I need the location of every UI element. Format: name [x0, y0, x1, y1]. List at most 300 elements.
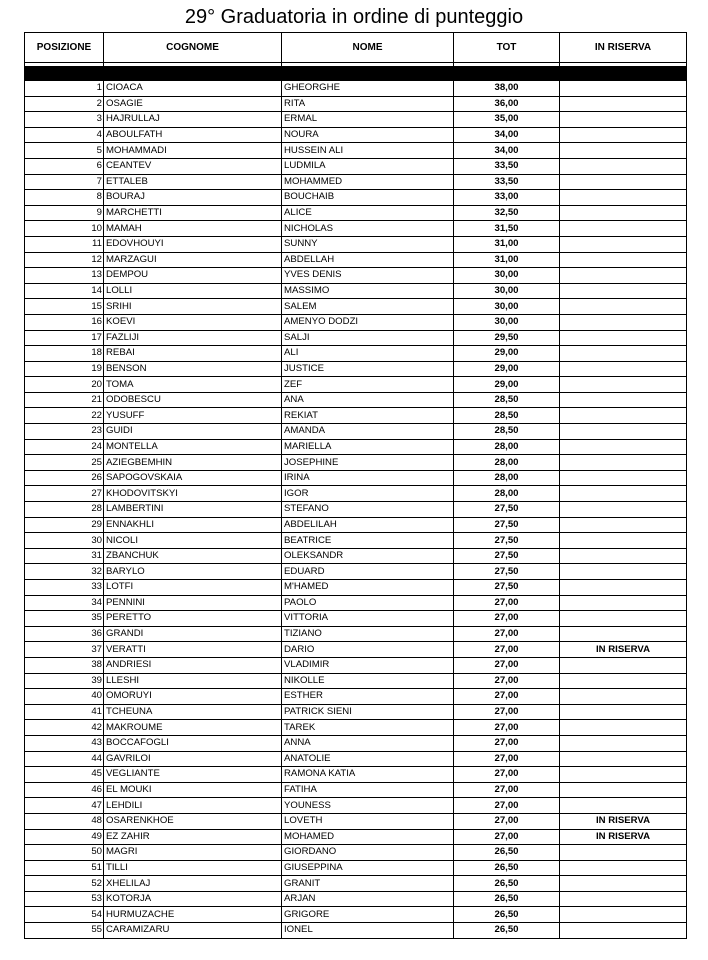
cognome-cell: ZBANCHUK	[104, 548, 282, 564]
table-row	[25, 689, 687, 705]
cognome-cell: EL MOUKI	[104, 782, 282, 798]
nome-cell: ANA	[282, 392, 454, 408]
position-cell: 53	[25, 891, 104, 907]
riserva-cell	[560, 346, 687, 362]
nome-cell: JUSTICE	[282, 361, 454, 377]
riserva-cell	[560, 845, 687, 861]
riserva-cell	[560, 533, 687, 549]
position-cell: 1	[25, 81, 104, 97]
cognome-cell: LAMBERTINI	[104, 502, 282, 518]
tot-cell: 33,00	[454, 190, 560, 206]
cognome-cell: OSARENKHOE	[104, 813, 282, 829]
table-row	[25, 205, 687, 221]
table-row	[25, 408, 687, 424]
tot-cell: 27,00	[454, 704, 560, 720]
table-row	[25, 611, 687, 627]
table-row	[25, 891, 687, 907]
tot-cell: 27,50	[454, 564, 560, 580]
table-row	[25, 424, 687, 440]
nome-cell: ANNA	[282, 735, 454, 751]
tot-cell: 27,50	[454, 548, 560, 564]
riserva-cell	[560, 657, 687, 673]
table-row	[25, 470, 687, 486]
position-cell: 36	[25, 626, 104, 642]
tot-cell: 34,00	[454, 143, 560, 159]
nome-cell: BEATRICE	[282, 533, 454, 549]
riserva-cell	[560, 158, 687, 174]
riserva-cell: IN RISERVA	[560, 829, 687, 845]
nome-cell: ALICE	[282, 205, 454, 221]
riserva-cell	[560, 907, 687, 923]
nome-cell: BOUCHAIB	[282, 190, 454, 206]
table-row	[25, 486, 687, 502]
table-row	[25, 517, 687, 533]
tot-cell: 26,50	[454, 876, 560, 892]
tot-cell: 27,00	[454, 798, 560, 814]
nome-cell: TIZIANO	[282, 626, 454, 642]
header-tot: TOT	[454, 33, 560, 63]
tot-cell: 27,50	[454, 533, 560, 549]
tot-cell: 28,00	[454, 455, 560, 471]
position-cell: 9	[25, 205, 104, 221]
tot-cell: 27,00	[454, 611, 560, 627]
position-cell: 6	[25, 158, 104, 174]
table-row	[25, 876, 687, 892]
cognome-cell: KOEVI	[104, 314, 282, 330]
cognome-cell: LEHDILI	[104, 798, 282, 814]
riserva-cell	[560, 299, 687, 315]
cognome-cell: VERATTI	[104, 642, 282, 658]
cognome-cell: TCHEUNA	[104, 704, 282, 720]
riserva-cell	[560, 221, 687, 237]
cognome-cell: HURMUZACHE	[104, 907, 282, 923]
nome-cell: VITTORIA	[282, 611, 454, 627]
riserva-cell	[560, 782, 687, 798]
position-cell: 18	[25, 346, 104, 362]
cognome-cell: MOHAMMADI	[104, 143, 282, 159]
cognome-cell: PERETTO	[104, 611, 282, 627]
tot-cell: 27,50	[454, 580, 560, 596]
position-cell: 8	[25, 190, 104, 206]
cognome-cell: KHODOVITSKYI	[104, 486, 282, 502]
position-cell: 7	[25, 174, 104, 190]
nome-cell: ABDELILAH	[282, 517, 454, 533]
cognome-cell: OSAGIE	[104, 96, 282, 112]
position-cell: 25	[25, 455, 104, 471]
position-cell: 49	[25, 829, 104, 845]
cognome-cell: BOURAJ	[104, 190, 282, 206]
nome-cell: MOHAMED	[282, 829, 454, 845]
nome-cell: IONEL	[282, 923, 454, 939]
nome-cell: HUSSEIN ALI	[282, 143, 454, 159]
position-cell: 13	[25, 268, 104, 284]
riserva-cell	[560, 377, 687, 393]
riserva-cell	[560, 626, 687, 642]
position-cell: 41	[25, 704, 104, 720]
nome-cell: DARIO	[282, 642, 454, 658]
black-separator-bar	[25, 67, 687, 81]
header-nome: NOME	[282, 33, 454, 63]
table-row	[25, 907, 687, 923]
table-body	[25, 81, 687, 939]
riserva-cell	[560, 236, 687, 252]
tot-cell: 29,00	[454, 377, 560, 393]
cognome-cell: MONTELLA	[104, 439, 282, 455]
cognome-cell: ODOBESCU	[104, 392, 282, 408]
cognome-cell: SAPOGOVSKAIA	[104, 470, 282, 486]
table-row	[25, 673, 687, 689]
table-row	[25, 346, 687, 362]
table-row	[25, 127, 687, 143]
riserva-cell	[560, 127, 687, 143]
riserva-cell	[560, 112, 687, 128]
table-row	[25, 548, 687, 564]
table-row	[25, 813, 687, 829]
cognome-cell: TILLI	[104, 860, 282, 876]
tot-cell: 30,00	[454, 268, 560, 284]
tot-cell: 26,50	[454, 891, 560, 907]
riserva-cell	[560, 751, 687, 767]
header-riserva: IN RISERVA	[560, 33, 687, 63]
table-row	[25, 392, 687, 408]
riserva-cell	[560, 891, 687, 907]
cognome-cell: ETTALEB	[104, 174, 282, 190]
cognome-cell: OMORUYI	[104, 689, 282, 705]
table-row	[25, 252, 687, 268]
position-cell: 40	[25, 689, 104, 705]
cognome-cell: MAKROUME	[104, 720, 282, 736]
tot-cell: 27,00	[454, 735, 560, 751]
cognome-cell: REBAI	[104, 346, 282, 362]
nome-cell: ABDELLAH	[282, 252, 454, 268]
riserva-cell	[560, 143, 687, 159]
nome-cell: SUNNY	[282, 236, 454, 252]
cognome-cell: HAJRULLAJ	[104, 112, 282, 128]
nome-cell: MOHAMMED	[282, 174, 454, 190]
table-row	[25, 96, 687, 112]
position-cell: 3	[25, 112, 104, 128]
riserva-cell	[560, 580, 687, 596]
nome-cell: GHEORGHE	[282, 81, 454, 97]
tot-cell: 31,00	[454, 236, 560, 252]
nome-cell: SALEM	[282, 299, 454, 315]
position-cell: 48	[25, 813, 104, 829]
position-cell: 51	[25, 860, 104, 876]
nome-cell: AMANDA	[282, 424, 454, 440]
position-cell: 37	[25, 642, 104, 658]
riserva-cell: IN RISERVA	[560, 642, 687, 658]
table-row	[25, 860, 687, 876]
cognome-cell: ABOULFATH	[104, 127, 282, 143]
riserva-cell	[560, 704, 687, 720]
riserva-cell	[560, 517, 687, 533]
position-cell: 23	[25, 424, 104, 440]
tot-cell: 28,50	[454, 392, 560, 408]
riserva-cell	[560, 455, 687, 471]
tot-cell: 28,00	[454, 486, 560, 502]
nome-cell: MARIELLA	[282, 439, 454, 455]
tot-cell: 33,50	[454, 174, 560, 190]
position-cell: 26	[25, 470, 104, 486]
tot-cell: 27,00	[454, 673, 560, 689]
riserva-cell	[560, 548, 687, 564]
nome-cell: IGOR	[282, 486, 454, 502]
table-row	[25, 190, 687, 206]
tot-cell: 30,00	[454, 283, 560, 299]
table-row	[25, 704, 687, 720]
cognome-cell: LOTFI	[104, 580, 282, 596]
position-cell: 11	[25, 236, 104, 252]
position-cell: 5	[25, 143, 104, 159]
cognome-cell: MAMAH	[104, 221, 282, 237]
position-cell: 43	[25, 735, 104, 751]
riserva-cell	[560, 392, 687, 408]
tot-cell: 38,00	[454, 81, 560, 97]
position-cell: 35	[25, 611, 104, 627]
cognome-cell: MAGRI	[104, 845, 282, 861]
table-row	[25, 361, 687, 377]
header-posizione: POSIZIONE	[25, 33, 104, 63]
table-row	[25, 439, 687, 455]
nome-cell: GIORDANO	[282, 845, 454, 861]
riserva-cell	[560, 330, 687, 346]
position-cell: 29	[25, 517, 104, 533]
table-row	[25, 236, 687, 252]
riserva-cell	[560, 595, 687, 611]
position-cell: 4	[25, 127, 104, 143]
nome-cell: OLEKSANDR	[282, 548, 454, 564]
nome-cell: EDUARD	[282, 564, 454, 580]
tot-cell: 27,00	[454, 657, 560, 673]
tot-cell: 27,00	[454, 829, 560, 845]
riserva-cell	[560, 470, 687, 486]
table-row	[25, 158, 687, 174]
tot-cell: 27,50	[454, 502, 560, 518]
position-cell: 45	[25, 767, 104, 783]
position-cell: 54	[25, 907, 104, 923]
cognome-cell: NICOLI	[104, 533, 282, 549]
position-cell: 12	[25, 252, 104, 268]
nome-cell: ARJAN	[282, 891, 454, 907]
position-cell: 50	[25, 845, 104, 861]
nome-cell: FATIHA	[282, 782, 454, 798]
nome-cell: RITA	[282, 96, 454, 112]
riserva-cell	[560, 798, 687, 814]
table-row	[25, 720, 687, 736]
nome-cell: LOVETH	[282, 813, 454, 829]
riserva-cell	[560, 564, 687, 580]
position-cell: 14	[25, 283, 104, 299]
nome-cell: ANATOLIE	[282, 751, 454, 767]
nome-cell: NOURA	[282, 127, 454, 143]
position-cell: 47	[25, 798, 104, 814]
table-row	[25, 330, 687, 346]
nome-cell: MASSIMO	[282, 283, 454, 299]
nome-cell: PATRICK SIENI	[282, 704, 454, 720]
position-cell: 19	[25, 361, 104, 377]
nome-cell: ESTHER	[282, 689, 454, 705]
nome-cell: ZEF	[282, 377, 454, 393]
riserva-cell	[560, 502, 687, 518]
tot-cell: 29,50	[454, 330, 560, 346]
table-row	[25, 564, 687, 580]
table-row	[25, 657, 687, 673]
tot-cell: 32,50	[454, 205, 560, 221]
table-row	[25, 845, 687, 861]
tot-cell: 28,50	[454, 424, 560, 440]
position-cell: 28	[25, 502, 104, 518]
table-row	[25, 782, 687, 798]
position-cell: 10	[25, 221, 104, 237]
table-row	[25, 81, 687, 97]
tot-cell: 28,00	[454, 439, 560, 455]
nome-cell: TAREK	[282, 720, 454, 736]
tot-cell: 26,50	[454, 923, 560, 939]
tot-cell: 29,00	[454, 361, 560, 377]
tot-cell: 27,00	[454, 751, 560, 767]
riserva-cell	[560, 174, 687, 190]
table-row	[25, 626, 687, 642]
cognome-cell: AZIEGBEMHIN	[104, 455, 282, 471]
nome-cell: SALJI	[282, 330, 454, 346]
cognome-cell: LLESHI	[104, 673, 282, 689]
riserva-cell	[560, 96, 687, 112]
position-cell: 15	[25, 299, 104, 315]
position-cell: 39	[25, 673, 104, 689]
table-row	[25, 377, 687, 393]
riserva-cell	[560, 673, 687, 689]
position-cell: 27	[25, 486, 104, 502]
nome-cell: GRANIT	[282, 876, 454, 892]
cognome-cell: BOCCAFOGLI	[104, 735, 282, 751]
nome-cell: AMENYO DODZI	[282, 314, 454, 330]
position-cell: 42	[25, 720, 104, 736]
riserva-cell	[560, 439, 687, 455]
header-row	[25, 33, 687, 63]
nome-cell: ERMAL	[282, 112, 454, 128]
table-row	[25, 923, 687, 939]
cognome-cell: CIOACA	[104, 81, 282, 97]
position-cell: 44	[25, 751, 104, 767]
table-row	[25, 798, 687, 814]
tot-cell: 27,00	[454, 782, 560, 798]
nome-cell: IRINA	[282, 470, 454, 486]
riserva-cell: IN RISERVA	[560, 813, 687, 829]
position-cell: 17	[25, 330, 104, 346]
riserva-cell	[560, 735, 687, 751]
table-row	[25, 642, 687, 658]
table-row	[25, 299, 687, 315]
tot-cell: 35,00	[454, 112, 560, 128]
cognome-cell: GAVRILOI	[104, 751, 282, 767]
position-cell: 16	[25, 314, 104, 330]
position-cell: 33	[25, 580, 104, 596]
cognome-cell: BARYLO	[104, 564, 282, 580]
riserva-cell	[560, 408, 687, 424]
cognome-cell: XHELILAJ	[104, 876, 282, 892]
table-row	[25, 502, 687, 518]
cognome-cell: GUIDI	[104, 424, 282, 440]
position-cell: 31	[25, 548, 104, 564]
tot-cell: 29,00	[454, 346, 560, 362]
table-row	[25, 314, 687, 330]
table-row	[25, 455, 687, 471]
tot-cell: 26,50	[454, 845, 560, 861]
tot-cell: 30,00	[454, 299, 560, 315]
position-cell: 2	[25, 96, 104, 112]
tot-cell: 33,50	[454, 158, 560, 174]
riserva-cell	[560, 486, 687, 502]
tot-cell: 26,50	[454, 860, 560, 876]
cognome-cell: FAZLIJI	[104, 330, 282, 346]
riserva-cell	[560, 268, 687, 284]
header-cognome: COGNOME	[104, 33, 282, 63]
riserva-cell	[560, 81, 687, 97]
position-cell: 52	[25, 876, 104, 892]
nome-cell: YOUNESS	[282, 798, 454, 814]
cognome-cell: EDOVHOUYI	[104, 236, 282, 252]
tot-cell: 34,00	[454, 127, 560, 143]
tot-cell: 36,00	[454, 96, 560, 112]
nome-cell: JOSEPHINE	[282, 455, 454, 471]
cognome-cell: YUSUFF	[104, 408, 282, 424]
tot-cell: 27,00	[454, 767, 560, 783]
riserva-cell	[560, 283, 687, 299]
cognome-cell: GRANDI	[104, 626, 282, 642]
position-cell: 38	[25, 657, 104, 673]
position-cell: 20	[25, 377, 104, 393]
nome-cell: NIKOLLE	[282, 673, 454, 689]
table-row	[25, 221, 687, 237]
nome-cell: GRIGORE	[282, 907, 454, 923]
position-cell: 21	[25, 392, 104, 408]
table-row	[25, 580, 687, 596]
position-cell: 46	[25, 782, 104, 798]
riserva-cell	[560, 252, 687, 268]
cognome-cell: LOLLI	[104, 283, 282, 299]
riserva-cell	[560, 424, 687, 440]
tot-cell: 27,00	[454, 642, 560, 658]
position-cell: 30	[25, 533, 104, 549]
nome-cell: VLADIMIR	[282, 657, 454, 673]
riserva-cell	[560, 190, 687, 206]
cognome-cell: VEGLIANTE	[104, 767, 282, 783]
table-row	[25, 143, 687, 159]
nome-cell: ALI	[282, 346, 454, 362]
table-row	[25, 767, 687, 783]
tot-cell: 27,00	[454, 689, 560, 705]
riserva-cell	[560, 767, 687, 783]
position-cell: 24	[25, 439, 104, 455]
tot-cell: 27,50	[454, 517, 560, 533]
table-row	[25, 533, 687, 549]
nome-cell: PAOLO	[282, 595, 454, 611]
riserva-cell	[560, 689, 687, 705]
nome-cell: M'HAMED	[282, 580, 454, 596]
nome-cell: GIUSEPPINA	[282, 860, 454, 876]
riserva-cell	[560, 923, 687, 939]
riserva-cell	[560, 720, 687, 736]
riserva-cell	[560, 860, 687, 876]
nome-cell: RAMONA KATIA	[282, 767, 454, 783]
tot-cell: 28,50	[454, 408, 560, 424]
tot-cell: 26,50	[454, 907, 560, 923]
nome-cell: NICHOLAS	[282, 221, 454, 237]
page-title: 29° Graduatoria in ordine di punteggio	[184, 6, 524, 28]
table-row	[25, 283, 687, 299]
riserva-cell	[560, 876, 687, 892]
cognome-cell: SRIHI	[104, 299, 282, 315]
